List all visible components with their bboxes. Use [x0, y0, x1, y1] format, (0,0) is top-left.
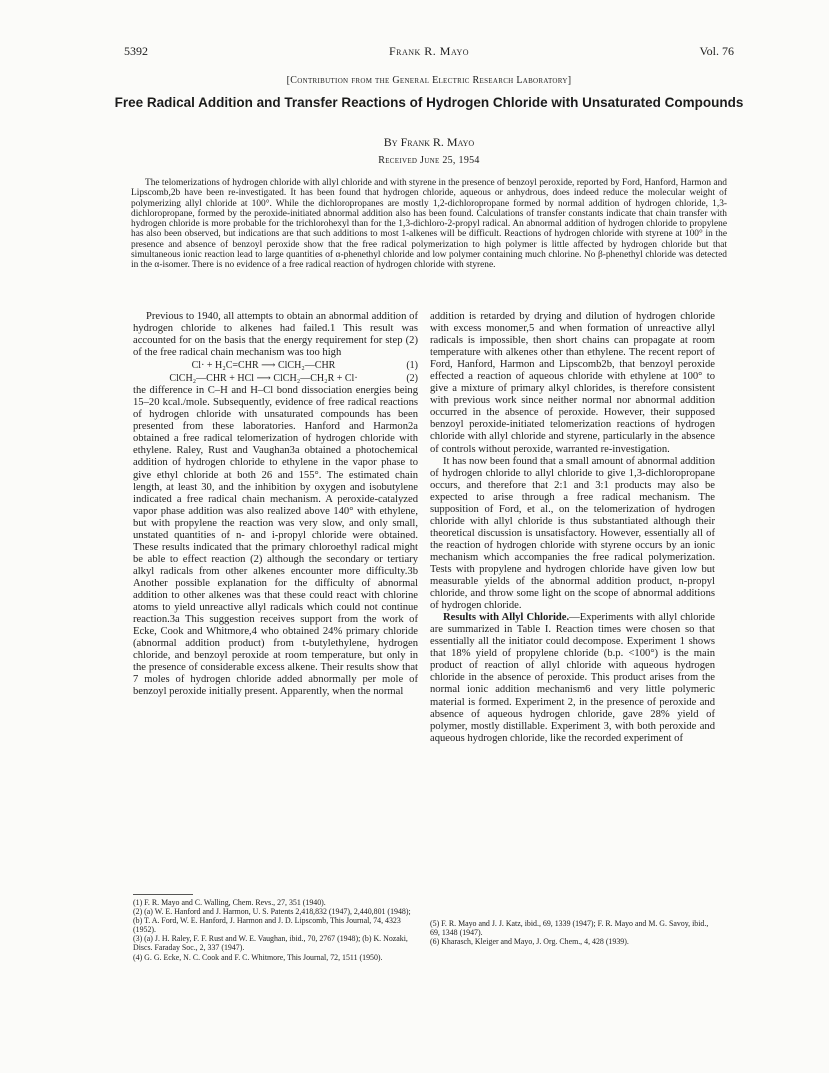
- footnotes-left: [133, 894, 420, 962]
- equation-1: [133, 359, 418, 372]
- byline: By Frank R. Mayo: [383, 135, 475, 149]
- equation-2-text: ClCH₂—CHR + HCl ⟶ ClCH₂—CH₂R + Cl·: [169, 373, 358, 385]
- article-title: Free Radical Addition and Transfer Reactions of Hydrogen Chloride with Unsaturated Compounds: [114, 95, 744, 110]
- left-column: [133, 311, 418, 698]
- footnote: (6) Kharasch, Kleiger and Mayo, J. Org. Chem., 4, 428 (1939).: [430, 937, 629, 947]
- volume-label: Vol. 76: [699, 44, 734, 58]
- footnote: (5) F. R. Mayo and J. J. Katz, ibid., 69, 1339 (1947); F. R. Mayo and M. G. Savoy, ibid., 69, 1348 (1947).: [430, 919, 709, 938]
- right-column: [430, 311, 715, 745]
- body-paragraph: the difference in C–H and H–Cl bond dissociation energies being 15–20 kcal./mole. Subsequently, evidence of free radical reactions of hydrogen chloride with unsaturated compounds has been presented from these laboratories. Hanford and Harmon2a obtained a free radical telomerization of hydrogen chloride with ethylene. Raley, Rust and Vaughan3a obtained a photochemical addition of hydrogen chloride to ethylene in the vapor phase to give ethyl chloride at both 26 and 155°. The estimated chain length, at least 30, and the inhibition by oxygen and isobutylene indicated a free radical chain mechanism. A peroxide-catalyzed vapor phase addition was also realized above 140° with ethylene, but with propylene the reaction was very slow, and only small, unstated quantities of n- and i-propyl chloride were obtained. These results indicated that the primary chloroethyl radical might be able to effect reaction (2) although the secondary or tertiary alkyl radicals from other alkenes encounter more difficulty.3b Another possible explanation for the difficulty of abnormal addition to other alkenes was that these could react with chlorine atoms to yield unreactive allyl radicals which could not continue reaction.3a This suggestion receives support from the work of Ecke, Cook and Whitmore,4 who obtained 24% primary chloride (abnormal addition product) from t-butylethylene, hydrogen chloride, and benzoyl peroxide at room temperature, but only in the presence of considerable excess alkene. Their results show that 7 moles of hydrogen chloride added abnormally per mole of benzoyl peroxide initially present. Apparently, when the normal: [133, 385, 418, 698]
- page-number: 5392: [124, 44, 148, 58]
- equation-1-text: Cl· + H₂C=CHR ⟶ ClCH₂—CHR: [191, 360, 336, 372]
- contribution-line: [Contribution from the General Electric Research Laboratory]: [286, 75, 572, 86]
- footnote-rule: [133, 894, 193, 895]
- running-head-author: Frank R. Mayo: [388, 44, 470, 58]
- results-text: —Experiments with allyl chloride are summarized in Table I. Reaction times were chosen so that essentially all the initiator could decompose. Experiment 1 shows that 18% yield of propylene chloride (b.p. <100°) is the main product of reaction of allyl chloride with aqueous hydrogen chloride in the absence of peroxide. This product arises from the normal ionic addition mechanism6 and very little polymeric material is formed. Experiment 2, in the presence of peroxide and absence of aqueous hydrogen chloride, gave 28% yield of polymer, mostly distillable. Experiment 3, with both peroxide and aqueous hydrogen chloride, like the recorded experiment of: [430, 612, 715, 744]
- footnotes-right: [430, 919, 717, 946]
- abstract: The telomerizations of hydrogen chloride with allyl chloride and with styrene in the presence of benzoyl peroxide, reported by Ford, Hanford, Harmon and Lipscomb,2b have been re-investigated. It has been found that hydrogen chloride, aqueous or anhydrous, does indeed reduce the molecular weight of polymerizing allyl chloride at 100°. While the dichloropropanes are mostly 1,2-dichloropropane formed by normal addition of hydrogen chloride, 1,3-dichloropropane, formed by the peroxide-initiated abnormal addition also has been found. Calculations of transfer constants indicate that chain transfer with hydrogen chloride is more probable for the trichlorohexyl than for the 1,3-dichloro-2-propyl radical. An abnormal addition of hydrogen chloride to propylene has also been observed, but indications are that such additions to most 1-alkenes will be difficult. Reactions of hydrogen chloride with styrene at 100° in the presence and absence of benzoyl peroxide show that the free radical polymerization to high polymer is little affected by hydrogen chloride but that simultaneous ionic reaction lead to large quantities of α-phenethyl chloride and low polymer containing much chlorine. No β-phenethyl chloride was detected in the α-isomer. There is no evidence of a free radical reaction of hydrogen chloride with styrene.: [131, 178, 727, 271]
- equation-2: [133, 372, 418, 385]
- equation-2-number: (2): [406, 373, 418, 385]
- footnote: (1) F. R. Mayo and C. Walling, Chem. Revs., 27, 351 (1940).: [133, 898, 326, 907]
- footnote: (4) G. G. Ecke, N. C. Cook and F. C. Whitmore, This Journal, 72, 1511 (1950).: [133, 952, 383, 962]
- body-paragraph: It has now been found that a small amount of abnormal addition of hydrogen chloride to allyl chloride to give 1,3-dichloropropane occurs, and therefore that 2:1 and 3:1 products may also be expected to arise through a free radical mechanism. The supposition of Ford, et al., on the telomerization of hydrogen chloride with allyl chloride is thus substantiated although their theoretical discussion is unsatisfactory. However, essentially all of the reaction of hydrogen chloride with styrene occurs by an ionic mechanism which accompanies the free radical polymerization. Tests with propylene and hydrogen chloride have given low but measurable yields of the abnormal addition product, n-propyl chloride, and throw some light on the scope of abnormal additions of hydrogen chloride.: [430, 455, 715, 612]
- footnote: (2) (a) W. E. Hanford and J. Harmon, U. S. Patents 2,418,832 (1947), 2,440,801 (1948); (b) T. A. Ford, W. E. Hanford, J. Harmon and J. D. Lipscomb, This Journal, 74, 4323 (1952).: [133, 907, 411, 935]
- results-paragraph: [430, 612, 715, 745]
- equation-1-number: (1): [406, 360, 418, 372]
- footnote: (3) (a) J. H. Raley, F. F. Rust and W. E. Vaughan, ibid., 70, 2767 (1948); (b) K. Nozaki, Discs. Faraday Soc., 2, 337 (1947).: [133, 934, 408, 953]
- received-date: Received June 25, 1954: [378, 155, 480, 166]
- body-paragraph: addition is retarded by drying and dilution of hydrogen chloride with excess monomer,5 and when formation of unreactive allyl radicals is impossible, then short chains can propagate at room temperature with alkenes other than ethylene. The recent report of Ford, Hanford, Harmon and Lipscomb2b, that benzoyl peroxide effected a reaction of aqueous chloride with ethylene at 100° to give a mixture of primary alkyl chlorides, is therefore consistent with previous work since neither normal nor abnormal addition occurred in the absence of peroxide. However, their supposed benzoyl peroxide-initiated telomerization reactions of hydrogen chloride with allyl chloride and styrene, particularly in the absence of controls without peroxide, warranted re-investigation.: [430, 311, 715, 455]
- intro-paragraph: Previous to 1940, all attempts to obtain an abnormal addition of hydrogen chloride to alkenes had failed.1 This result was accounted for on the basis that the energy requirement for step (2) of the free radical chain mechanism was too high: [133, 311, 418, 359]
- section-heading: Results with Allyl Chloride.: [443, 612, 570, 624]
